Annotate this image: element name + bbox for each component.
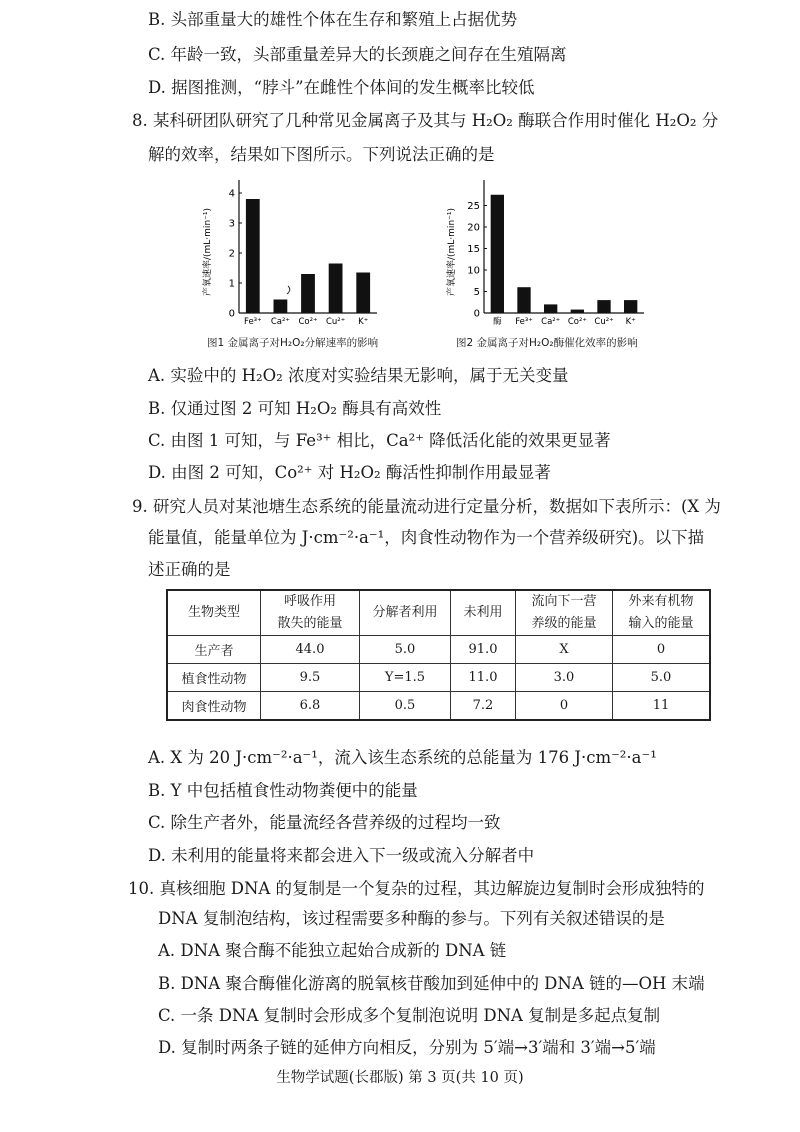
q9-option-b: B. Y 中包括植食性动物粪便中的能量 [148,781,418,800]
table-cell: 5.0 [613,664,711,692]
bar [597,300,610,313]
table-cell: 6.8 [261,692,360,721]
chart-2-title: 图2 金属离子对H₂O₂酶催化效率的影响 [456,337,638,349]
chart-2-axes [484,180,644,313]
y-tick-label: 1 [228,278,235,290]
bar [356,273,370,314]
question-10-stem-line1: 10. 真核细胞 DNA 的复制是一个复杂的过程，其边解旋边复制时会形成独特的 [128,879,705,898]
category-label: Ca²⁺ [541,317,561,327]
y-tick-label: 0 [228,308,235,320]
category-label: Cu²⁺ [325,317,346,327]
category-label: Co²⁺ [567,317,587,327]
table-row [167,664,710,692]
chart-1-categories [244,317,368,327]
table-header-cell: 未利用 [451,590,516,636]
chart-2-ylabel: 产氧速率/(mL·min⁻¹) [447,207,457,297]
chart-1-annotation-mark [287,286,290,294]
y-tick-label: 25 [467,201,480,212]
table-cell: 9.5 [261,664,360,692]
table-cell: 7.2 [451,692,516,721]
q10-option-c: C. 一条 DNA 复制时会形成多个复制泡说明 DNA 复制是多起点复制 [158,1006,661,1025]
table-cell: 5.0 [360,636,451,664]
chart-1-ylabel: 产氧速率/(mL·min⁻¹) [203,207,213,297]
bar [491,195,504,313]
q10-option-b: B. DNA 聚合酶催化游离的脱氧核苷酸加到延伸中的 DNA 链的—OH 末端 [158,974,705,993]
table-cell: 44.0 [261,636,360,664]
category-label: Cu²⁺ [594,317,614,327]
question-9-stem-line2: 能量值，能量单位为 J·cm⁻²·a⁻¹，肉食性动物作为一个营养级研究)。以下描 [148,528,705,547]
bar [301,274,315,313]
bar [329,264,343,314]
energy-table [166,589,711,721]
table-row [167,636,710,664]
table-cell: 11 [613,692,711,721]
table-header-cell: 外来有机物 输入的能量 [613,590,711,636]
table-cell: 0 [516,692,613,721]
table-cell: 生产者 [167,636,261,664]
category-label: K⁺ [358,317,369,327]
bar [517,287,530,313]
chart-2-bars [491,195,638,313]
q8-option-c: C. 由图 1 可知，与 Fe³⁺ 相比，Ca²⁺ 降低活化能的效果更显著 [148,431,611,450]
chart-2 [442,180,662,330]
table-row [167,692,710,721]
chart-2-categories [493,316,636,327]
table-header-cell: 分解者利用 [360,590,451,636]
option-d-text: D. 据图推测，“脖斗”在雌性个体间的发生概率比较低 [148,78,535,97]
category-label: K⁺ [625,317,636,327]
table-cell: 3.0 [516,664,613,692]
question-10-stem-line2: DNA 复制泡结构，该过程需要多种酶的参与。下列有关叙述错误的是 [158,909,665,928]
chart-1 [198,180,408,330]
option-b-text: B. 头部重量大的雄性个体在生存和繁殖上占据优势 [148,10,518,29]
bar [246,199,260,313]
q8-option-d: D. 由图 2 可知，Co²⁺ 对 H₂O₂ 酶活性抑制作用最显著 [148,463,551,482]
y-tick-label: 10 [467,265,480,277]
table-cell: 0.5 [360,692,451,721]
q8-option-a: A. 实验中的 H₂O₂ 浓度对实验结果无影响，属于无关变量 [148,366,569,385]
question-9-stem-line1: 9. 研究人员对某池塘生态系统的能量流动进行定量分析，数据如下表所示：(X 为 [132,497,721,516]
y-tick-label: 20 [467,222,480,234]
category-label: Fe³⁺ [515,317,533,327]
category-label: Fe³⁺ [244,317,262,327]
table-cell: Y=1.5 [360,664,451,692]
q10-option-d: D. 复制时两条子链的延伸方向相反，分别为 5′端→3′端和 3′端→5′端 [158,1038,656,1057]
y-tick-label: 4 [228,188,235,200]
chart-1-bars [246,199,370,313]
q9-option-d: D. 未利用的能量将来都会进入下一级或流入分解者中 [148,846,535,865]
y-tick-label: 0 [473,308,480,320]
table-header-cell: 呼吸作用 散失的能量 [261,590,360,636]
table-header-cell: 生物类型 [167,590,261,636]
bar [274,300,288,314]
category-label: Co²⁺ [298,317,318,327]
table-cell: 0 [613,636,711,664]
y-tick-label: 2 [228,248,235,260]
bar [571,310,584,313]
table-cell: 91.0 [451,636,516,664]
table-cell: 肉食性动物 [167,692,261,721]
question-8-stem-line2: 解的效率，结果如下图所示。下列说法正确的是 [148,145,495,164]
y-tick-label: 3 [228,218,235,230]
q8-option-b: B. 仅通过图 2 可知 H₂O₂ 酶具有高效性 [148,399,442,418]
table-header-row [167,590,710,636]
chart-1-title: 图1 金属离子对H₂O₂分解速率的影响 [207,337,379,349]
q10-option-a: A. DNA 聚合酶不能独立起始合成新的 DNA 链 [158,941,507,960]
question-8-stem-line1: 8. 某科研团队研究了几种常见金属离子及其与 H₂O₂ 酶联合作用时催化 H₂O₂ 分 [132,111,719,130]
bar [624,300,637,313]
table-cell: 植食性动物 [167,664,261,692]
chart-1-y-ticks [229,189,242,320]
q9-option-a: A. X 为 20 J·cm⁻²·a⁻¹，流入该生态系统的总能量为 176 J·cm⁻²·a⁻¹ [148,748,657,767]
table-header-cell: 流向下一营 养级的能量 [516,590,613,636]
bar [544,304,557,313]
y-tick-label: 15 [467,244,480,255]
category-label: Ca²⁺ [270,317,290,327]
y-tick-label: 5 [473,287,480,298]
question-9-stem-line3: 述正确的是 [148,560,231,579]
category-label: 酶 [493,317,502,327]
table-cell: 11.0 [451,664,516,692]
option-c-text: C. 年龄一致，头部重量差异大的长颈鹿之间存在生殖隔离 [148,45,567,64]
table-cell: X [516,636,613,664]
q9-option-c: C. 除生产者外，能量流经各营养级的过程均一致 [148,813,501,832]
page-footer: 生物学试题(长郡版) 第 3 页(共 10 页) [276,1070,524,1086]
